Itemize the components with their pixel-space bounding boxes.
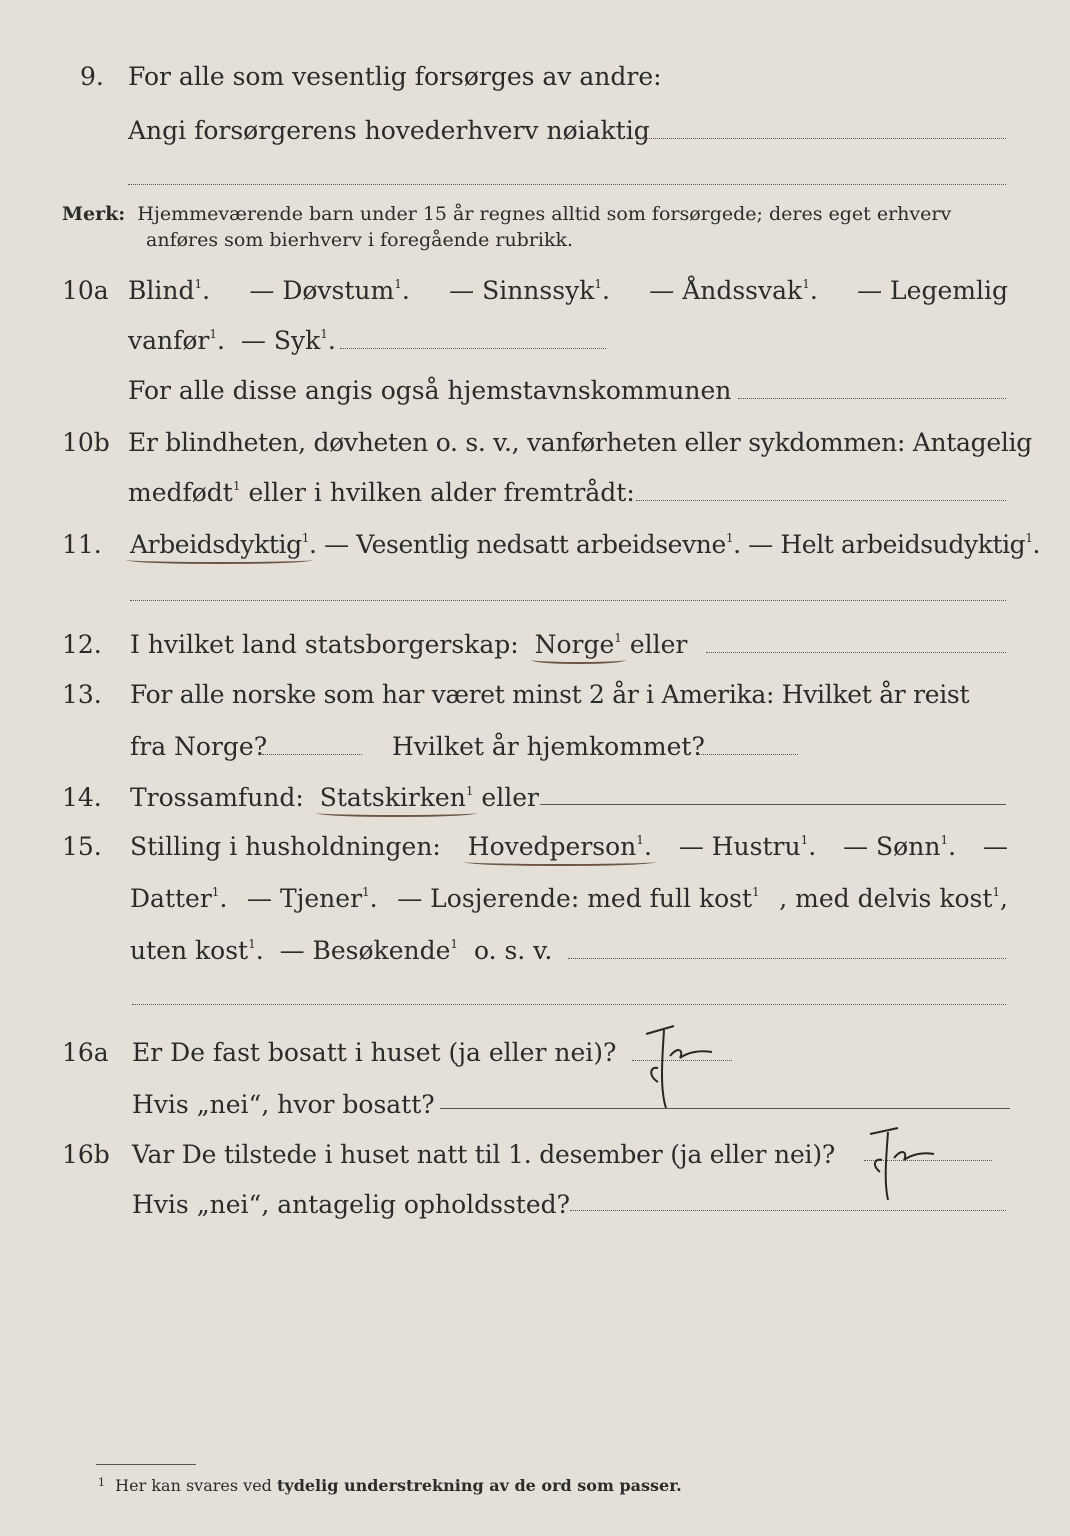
- q13-line1: For alle norske som har været minst 2 år i Amerika: Hvilket år reist: [130, 680, 970, 709]
- q10b-answer-field[interactable]: [636, 500, 1006, 501]
- q14-line: Trossamfund: Statskirken$^1$ eller: [130, 783, 539, 812]
- q16b-handwritten-ja: [866, 1120, 946, 1204]
- q10a-dovstum: — Døvstum$^1$.: [249, 276, 410, 305]
- q16a-line1: Er De fast bosatt i huset (ja eller nei)?: [132, 1038, 617, 1067]
- q13-line2a: fra Norge?: [130, 732, 268, 761]
- q9-answer-field-2[interactable]: [128, 184, 1006, 185]
- q13-line2b: Hvilket år hjemkommet?: [392, 732, 705, 761]
- q15-line3: uten kost$^1$. — Besøkende$^1$ o. s. v.: [130, 936, 553, 965]
- q10a-line1: [128, 276, 1008, 305]
- q13-number: 13.: [62, 680, 102, 709]
- merk-line2: anføres som bierhverv i foregående rubrikk.: [146, 229, 574, 251]
- q10b-number: 10b: [62, 428, 110, 457]
- q9-line2: Angi forsørgerens hovederhverv nøiaktig: [128, 116, 650, 145]
- q9-line1: For alle som vesentlig forsørges av andre:: [128, 62, 662, 91]
- q10a-sinnssyk: — Sinnssyk$^1$.: [449, 276, 610, 305]
- q13-hjemkommet-field[interactable]: [698, 754, 798, 755]
- q10a-line2: vanfør$^1$. — Syk$^1$.: [128, 326, 336, 355]
- q12-norge-underlined: Norge$^1$: [534, 630, 622, 659]
- q11-number: 11.: [62, 530, 102, 559]
- q9-number: 9.: [80, 62, 104, 91]
- q14-number: 14.: [62, 783, 102, 812]
- q16a-line2: Hvis „nei“, hvor bosatt?: [132, 1090, 435, 1119]
- q10b-line1: Er blindheten, døvheten o. s. v., vanførheten eller sykdommen: Antagelig: [128, 428, 1032, 457]
- footnote-rule: [96, 1464, 196, 1465]
- q10a-hjemstavn-field[interactable]: [738, 398, 1006, 399]
- q15-line2: Datter$^1$. — Tjener$^1$. — Losjerende: med full kost$^1$ , med delvis kost$^1$,: [130, 884, 1008, 913]
- q16b-opholdssted-field[interactable]: [570, 1210, 1006, 1211]
- q10a-line3: For alle disse angis også hjemstavnskommunen: [128, 376, 732, 405]
- q10a-number: 10a: [62, 276, 109, 305]
- q15-hovedperson-underlined: Hovedperson$^1$.: [467, 832, 652, 861]
- q12-number: 12.: [62, 630, 102, 659]
- q11-answer-field[interactable]: [130, 600, 1006, 601]
- q10a-andssvak: — Åndssvak$^1$.: [649, 276, 818, 305]
- q13-reist-field[interactable]: [262, 754, 362, 755]
- q12-answer-field[interactable]: [706, 652, 1006, 653]
- q10a-blind: Blind$^1$.: [128, 276, 211, 305]
- footnote: $^1$ Her kan svares ved tydelig understrekning av de ord som passer.: [98, 1476, 682, 1495]
- q16a-handwritten-ja: [640, 1020, 720, 1116]
- q14-answer-field[interactable]: [540, 804, 1006, 805]
- q10a-answer-field[interactable]: [340, 348, 606, 349]
- q10b-line2: medfødt$^1$ eller i hvilken alder fremtrådt:: [128, 478, 635, 507]
- q11-arbeidsdyktig-underlined: Arbeidsdyktig$^1$: [130, 530, 310, 559]
- q16b-number: 16b: [62, 1140, 110, 1169]
- q11-line1: Arbeidsdyktig$^1$. — Vesentlig nedsatt arbeidsevne$^1$. — Helt arbeidsudyktig$^1$.: [130, 530, 1041, 559]
- q16b-line1: Var De tilstede i huset natt til 1. desember (ja eller nei)?: [132, 1140, 836, 1169]
- q15-answer-field[interactable]: [568, 958, 1006, 959]
- q16a-bosatt-field[interactable]: [440, 1108, 1010, 1109]
- q10a-legemlig: — Legemlig: [857, 276, 1008, 305]
- merk-line1: Hjemmeværende barn under 15 år regnes alltid som forsørgede; deres eget erhverv: [137, 203, 952, 225]
- q9-answer-field[interactable]: [636, 138, 1006, 139]
- q16a-number: 16a: [62, 1038, 109, 1067]
- merk-note: [62, 203, 1010, 251]
- q14-statskirken-underlined: Statskirken$^1$: [319, 783, 474, 812]
- q12-line: I hvilket land statsborgerskap: Norge$^1$ eller: [130, 630, 688, 659]
- merk-label: Merk:: [62, 203, 126, 225]
- q15-line1: Stilling i husholdningen: Hovedperson$^1$. — Hustru$^1$. — Sønn$^1$. —: [130, 832, 1008, 861]
- q15-number: 15.: [62, 832, 102, 861]
- q15-answer-field-2[interactable]: [132, 1004, 1006, 1005]
- q16b-line2: Hvis „nei“, antagelig opholdssted?: [132, 1190, 571, 1219]
